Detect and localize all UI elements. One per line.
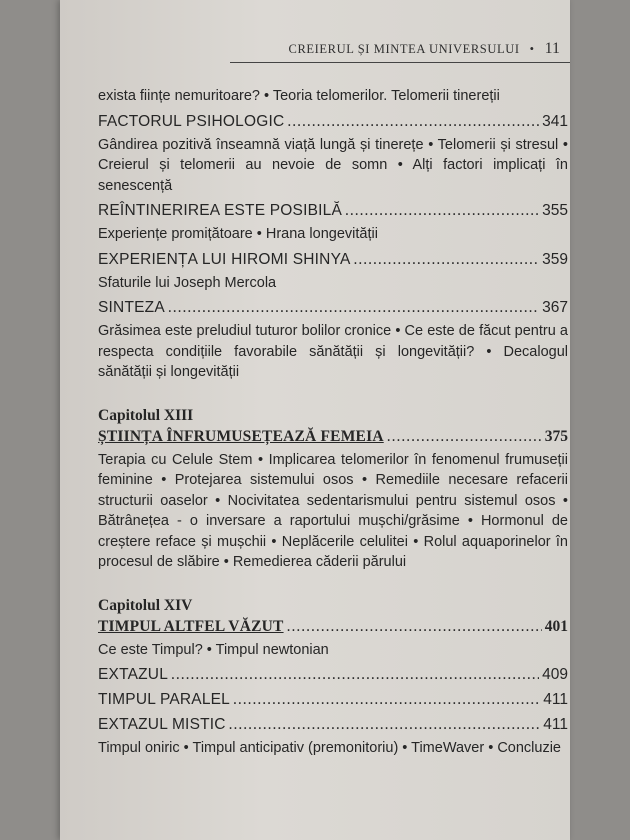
leader-dots bbox=[168, 297, 539, 318]
chapter-desc: Terapia cu Celule Stem • Implicarea telomerilor în fenomenul frumuseții feminine • Protejarea sistemului osos • Remediile necesare refacerii structurii oaselor • Nocivitatea sedentarismului pentru sistemul osos • Bătrânețea - o inversare a raportului mușchi/grăsime • Hormonul de creștere reface și mușchii • Neplăcerile celulitei • Rolul aquaporinelor în procesul de slăbire • Remedierea căderii părului bbox=[98, 451, 568, 570]
toc-entry bbox=[98, 297, 568, 318]
chapter-title: ȘTIINȚA ÎNFRUMUSEȚEAZĂ FEMEIA bbox=[98, 427, 384, 445]
toc-entry bbox=[98, 664, 568, 685]
toc-entry-title: FACTORUL PSIHOLOGIC bbox=[98, 112, 285, 130]
toc-entry-desc: Gândirea pozitivă înseamnă viață lungă și tinerețe • Telomerii și stresul • Creierul și telomerii au nevoie de somn • Alți factori implicați în senescență bbox=[98, 136, 568, 194]
toc-entry-title: EXTAZUL MISTIC bbox=[98, 716, 226, 733]
book-page bbox=[60, 0, 570, 840]
running-title: CREIERUL ȘI MINTEA UNIVERSULUI bbox=[288, 42, 520, 56]
leader-dots bbox=[171, 664, 539, 685]
toc-entry-page: 367 bbox=[542, 299, 568, 316]
toc-entry-page: 409 bbox=[542, 666, 568, 683]
leader-dots bbox=[287, 616, 542, 637]
toc-entry-page: 341 bbox=[542, 112, 568, 130]
toc-content bbox=[98, 86, 568, 759]
toc-entry bbox=[98, 689, 568, 710]
chapter-label: Capitolul XIII bbox=[98, 406, 194, 424]
toc-entry-title: EXPERIENȚA LUI HIROMI SHINYA bbox=[98, 250, 351, 268]
chapter-title-entry bbox=[98, 616, 568, 637]
toc-entry bbox=[98, 200, 568, 221]
toc-entry-desc: Sfaturile lui Joseph Mercola bbox=[98, 274, 277, 291]
chapter-title: TIMPUL ALTFEL VĂZUT bbox=[98, 617, 284, 635]
toc-entry bbox=[98, 111, 568, 132]
chapter-label: Capitolul XIV bbox=[98, 596, 193, 614]
final-desc: Timpul oniric • Timpul anticipativ (premonitoriu) • TimeWaver • Concluzie bbox=[98, 740, 561, 756]
page-number: 11 bbox=[544, 40, 560, 57]
toc-entry-page: 411 bbox=[543, 691, 568, 708]
chapter-page: 401 bbox=[544, 617, 568, 635]
toc-entry-desc: Experiențe promițătoare • Hrana longevității bbox=[98, 226, 378, 242]
toc-entry-title: SINTEZA bbox=[98, 299, 165, 316]
header-rule bbox=[230, 62, 570, 63]
chapter-desc: Ce este Timpul? • Timpul newtonian bbox=[98, 641, 329, 658]
header-bullet: • bbox=[529, 42, 535, 56]
toc-entry-page: 355 bbox=[542, 202, 568, 219]
leader-dots bbox=[345, 200, 539, 221]
chapter-page: 375 bbox=[544, 427, 568, 445]
leader-dots bbox=[387, 426, 542, 447]
toc-entry-page: 411 bbox=[543, 716, 568, 733]
leader-dots bbox=[233, 689, 540, 710]
toc-entry-desc: Grăsimea este preludiul tuturor bolilor cronice • Ce este de făcut pentru a respecta condițiile favorabile sănătății și longevității? • Decalogul sănătății și longevității bbox=[98, 323, 568, 380]
running-header bbox=[230, 40, 560, 58]
toc-entry-title: TIMPUL PARALEL bbox=[98, 691, 231, 708]
toc-entry-title: EXTAZUL bbox=[98, 666, 169, 683]
leader-dots bbox=[287, 111, 539, 132]
intro-line: exista ființe nemuritoare? • Teoria telomerilor. Telomerii tinereții bbox=[98, 88, 500, 104]
leader-dots bbox=[229, 714, 541, 735]
leader-dots bbox=[354, 249, 540, 270]
chapter-title-entry bbox=[98, 426, 568, 447]
toc-entry bbox=[98, 249, 568, 270]
toc-entry-page: 359 bbox=[542, 250, 568, 268]
toc-entry-title: REÎNTINERIREA ESTE POSIBILĂ bbox=[98, 202, 342, 219]
toc-entry bbox=[98, 714, 568, 735]
